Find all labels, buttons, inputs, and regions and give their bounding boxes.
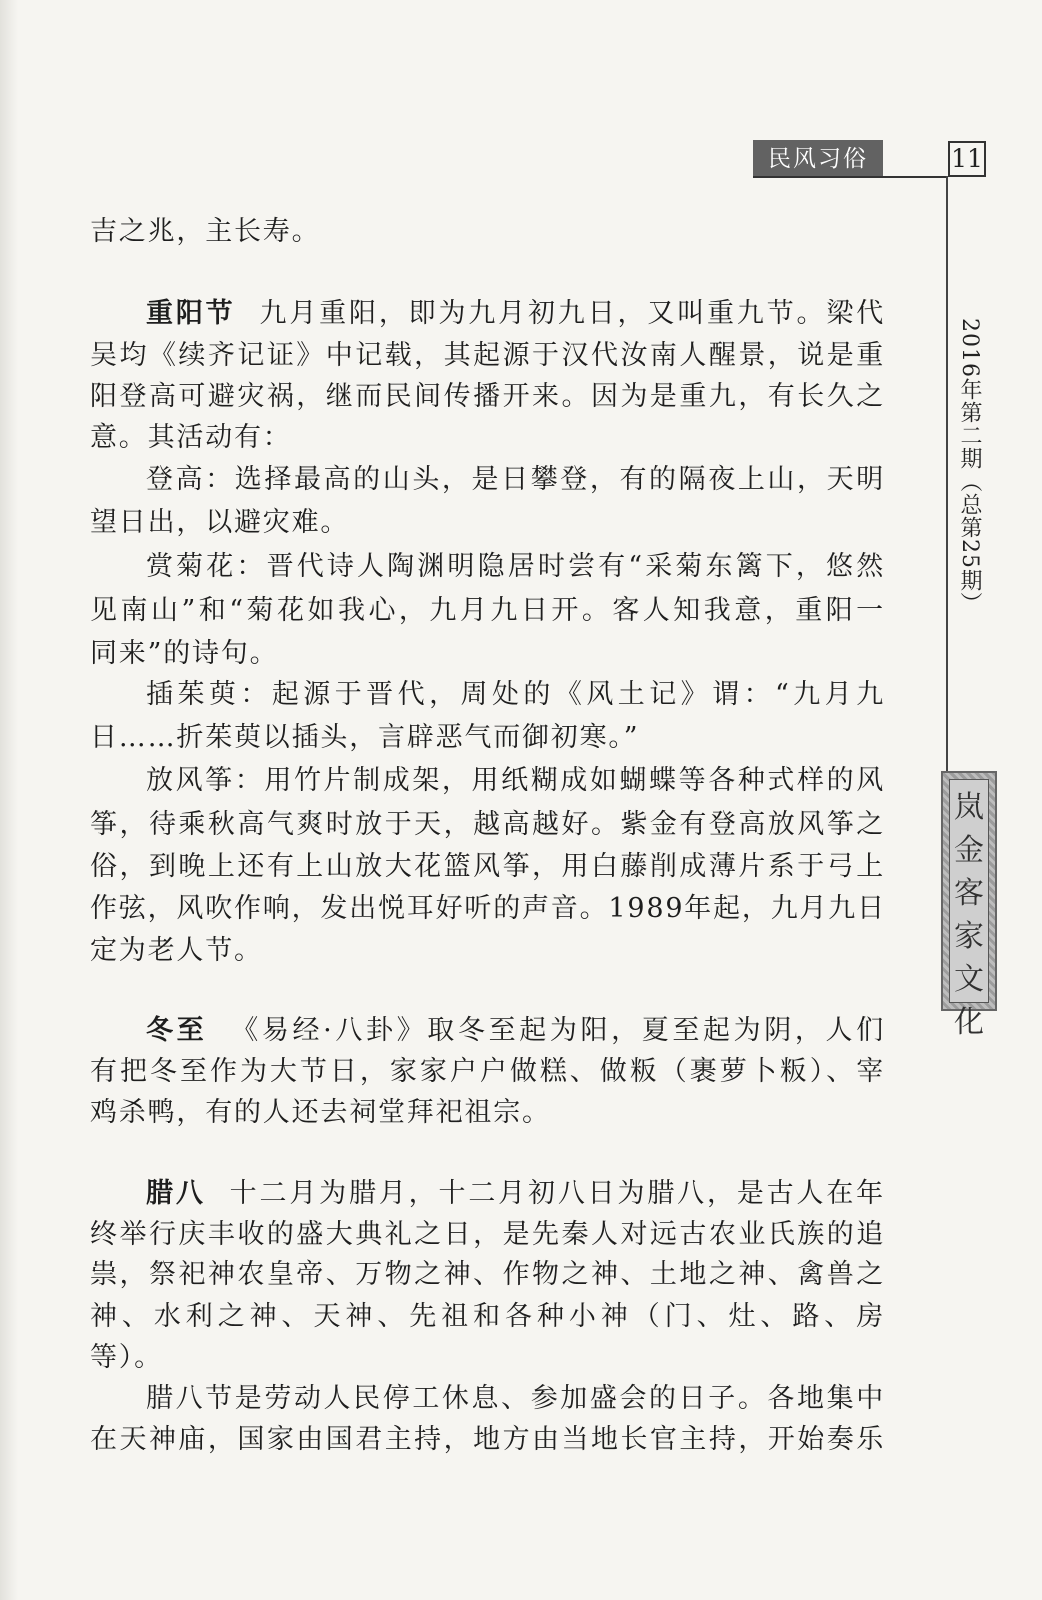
- paragraph-line: 腊八节是劳动人民停工休息、参加盛会的日子。各地集中: [146, 1383, 885, 1414]
- page-edge-shadow: [0, 0, 18, 1600]
- paragraph-line: 日……折茱萸以插头，言辟恶气而御初寒。”: [90, 722, 640, 753]
- brand-seal-char: 岚: [954, 790, 984, 825]
- paragraph-text: 十二月为腊月，十二月初八日为腊八，是古人在年: [229, 1178, 885, 1209]
- paragraph-line: 等）。: [90, 1342, 163, 1373]
- paragraph-line: 终举行庆丰收的盛大典礼之日，是先秦人对远古农业氏族的追: [90, 1219, 885, 1250]
- brand-seal-char: 家: [954, 919, 984, 954]
- paragraph-text: 选择最高的山头，是日攀登，有的隔夜上山，天明: [234, 464, 885, 495]
- paragraph-line: 吴均《续齐记证》中记载，其起源于汉代汝南人醒景，说是重: [90, 340, 885, 371]
- paragraph-text: 九月重阳，即为九月初九日，又叫重九节。梁代: [259, 298, 885, 329]
- paragraph-line: 见南山”和“菊花如我心，九月九日开。客人知我意，重阳一: [90, 595, 885, 626]
- paragraph-text: 起源于晋代，周处的《风土记》谓：“九月九: [271, 679, 885, 710]
- paragraph-line: 阳登高可避灾祸，继而民间传播开来。因为是重九，有长久之: [90, 381, 885, 412]
- paragraph-line: 意。其活动有：: [90, 422, 292, 453]
- paragraph-line: [146, 1011, 885, 1051]
- brand-seal-char: 文: [954, 962, 984, 997]
- header-rule: [753, 176, 947, 178]
- paragraph-line: [146, 675, 885, 715]
- paragraph-line: 定为老人节。: [90, 935, 263, 966]
- subsection-term-fangfengzheng: 放风筝：: [146, 765, 265, 796]
- brand-seal-calligraphy: [950, 786, 988, 1040]
- paragraph-line: 俗，到晚上还有上山放大花篮风筝，用白藤削成薄片系于弓上: [90, 851, 885, 882]
- brand-seal-char: 金: [954, 833, 984, 868]
- paragraph-line: [146, 547, 885, 587]
- section-tag: 民风习俗: [753, 140, 883, 178]
- paragraph-text: 《易经·八卦》取冬至起为阳，夏至起为阴，人们: [231, 1015, 885, 1046]
- subsection-term-denggao: 登高：: [146, 464, 235, 495]
- page-number: 11: [948, 141, 986, 177]
- paragraph-line: [146, 761, 885, 801]
- paragraph-line: [146, 294, 885, 334]
- paragraph-line: 同来”的诗句。: [90, 638, 279, 669]
- section-term-chongyang: 重阳节: [146, 298, 236, 329]
- paragraph-line: 有把冬至作为大节日，家家户户做糕、做粄（裹萝卜粄）、宰: [90, 1056, 885, 1087]
- section-term-laba: 腊八: [146, 1178, 206, 1209]
- issue-label: 2016年第二期（总第25期）: [957, 318, 982, 615]
- paragraph-line: 在天神庙，国家由国君主持，地方由当地长官主持，开始奏乐: [90, 1424, 885, 1455]
- paragraph-text: 用竹片制成架，用纸糊成如蝴蝶等各种式样的风: [264, 765, 885, 796]
- paragraph-line: [146, 460, 885, 500]
- section-term-dongzhi: 冬至: [146, 1015, 208, 1046]
- paragraph-line: [146, 1174, 885, 1214]
- paragraph-line: 祟，祭祀神农皇帝、万物之神、作物之神、土地之神、禽兽之: [90, 1259, 885, 1290]
- paragraph-line: 吉之兆，主长寿。: [90, 216, 321, 247]
- subsection-term-chazhuyu: 插茱萸：: [146, 679, 272, 710]
- subsection-term-shangjuhua: 赏菊花：: [146, 551, 267, 582]
- paragraph-line: 作弦，风吹作响，发出悦耳好听的声音。1989年起，九月九日: [90, 893, 886, 924]
- paragraph-line: 筝，待乘秋高气爽时放于天，越高越好。紫金有登高放风筝之: [90, 809, 885, 840]
- paragraph-text: 晋代诗人陶渊明隐居时尝有“采菊东篱下，悠然: [266, 551, 886, 582]
- paragraph-line: 望日出，以避灾难。: [90, 507, 350, 538]
- brand-seal-frame: [949, 779, 989, 1040]
- brand-seal-char: 化: [954, 1005, 984, 1040]
- paragraph-line: 神、水利之神、天神、先祖和各种小神（门、灶、路、房: [90, 1301, 885, 1332]
- side-rule: [946, 176, 948, 781]
- paragraph-line: 鸡杀鸭，有的人还去祠堂拜祀祖宗。: [90, 1097, 551, 1128]
- brand-seal-char: 客: [954, 876, 984, 911]
- brand-seal-band: [941, 771, 997, 1040]
